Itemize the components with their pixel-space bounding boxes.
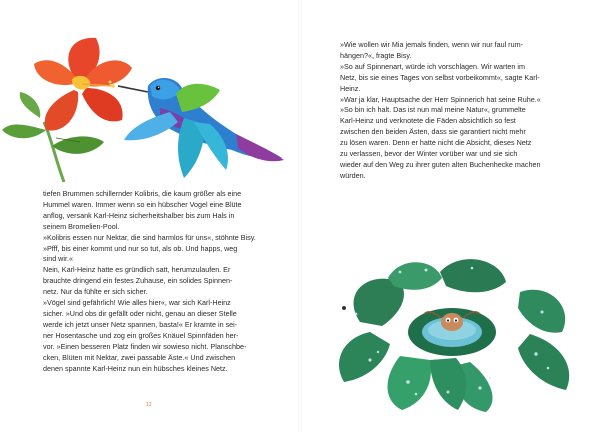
hibiscus-hummingbird-illustration <box>0 30 290 190</box>
left-line: sicher. »Und obs dir gefällt oder nicht, genau an dieser Stelle <box>43 308 237 318</box>
left-line: netz. Nur da fühlte er sich sicher. <box>43 287 148 297</box>
right-line: »So auf Spinnenart, würde ich vorschlagen. Wir warten im <box>340 61 525 71</box>
right-line: zu verlassen, bevor der Winter vorüber war und sie sich <box>340 149 518 159</box>
bromeliad-spider-illustration <box>330 252 580 412</box>
page-number: 12 <box>146 402 152 408</box>
right-page <box>300 0 600 432</box>
left-page-text <box>43 189 273 374</box>
right-page-text <box>340 40 570 182</box>
right-line: Netz, bis sie eines Tages von selbst vorbeikommt«, sagte Karl- <box>340 72 540 82</box>
right-line: zu lösen waren. Denn er hatte nicht die Absicht, dieses Netz <box>340 138 532 148</box>
left-line: ner Hosentasche und zog ein großes Knäuel Spinnfäden her- <box>43 330 239 340</box>
right-line: Heinz. <box>340 83 361 93</box>
right-line: zwischen den beiden Ästen, dass sie garantiert nicht mehr <box>340 127 526 137</box>
left-line: anflog, versank Karl-Heinz sicherheitshalber bis zum Hals in <box>43 210 235 220</box>
left-line: Nein, Karl-Heinz hatte es gründlich satt, herumzulaufen. Er <box>43 265 231 275</box>
left-line: »Kolibris essen nur Nektar, die sind harmlos für uns«, stöhnte Bisy. <box>43 232 256 242</box>
left-line: »Pfff, bis einer kommt und nur so tut, als ob. Und happs, weg <box>43 243 238 253</box>
left-line: denen spannte Karl-Heinz nun ein hübsches kleines Netz. <box>43 363 228 373</box>
right-line: wieder auf den Weg zu ihrer guten alten Buchenhecke machen <box>340 159 541 169</box>
right-line: »So bin ich halt. Das ist nun mal meine Natur«, grummelte <box>340 105 526 115</box>
left-line: Hummel waren. Immer wenn so ein hübscher Vogel eine Blüte <box>43 199 242 209</box>
left-line: »Vögel sind gefährlich! Wie alles hier«, war sich Karl-Heinz <box>43 298 231 308</box>
left-line: werde ich jetzt unser Netz spannen, basta!« Er kramte in sei- <box>43 319 238 329</box>
left-line: seinem Bromelien-Pool. <box>43 221 120 231</box>
left-line: vor. »Einen besseren Platz finden wir sowieso nicht. Planschbe- <box>43 341 247 351</box>
left-line: cken, Blüten mit Nektar, zwei passable Äste.« Und zwischen <box>43 352 236 362</box>
right-line: hängen?«, fragte Bisy. <box>340 50 412 60</box>
right-line: »War ja klar, Hauptsache der Herr Spinnerich hat seine Ruhe.« <box>340 94 541 104</box>
right-line: Karl-Heinz und verknotete die Fäden absichtlich so fest <box>340 116 516 126</box>
left-line: tiefen Brummen schillernder Kolibris, die kaum größer als eine <box>43 189 242 198</box>
right-line: »Wie wollen wir Mia jemals finden, wenn wir nur faul rum- <box>340 40 523 49</box>
right-line: würden. <box>340 170 366 180</box>
left-line: sind wir.« <box>43 254 73 264</box>
left-line: brauchte dringend ein festes Zuhause, ein solides Spinnen- <box>43 276 233 286</box>
